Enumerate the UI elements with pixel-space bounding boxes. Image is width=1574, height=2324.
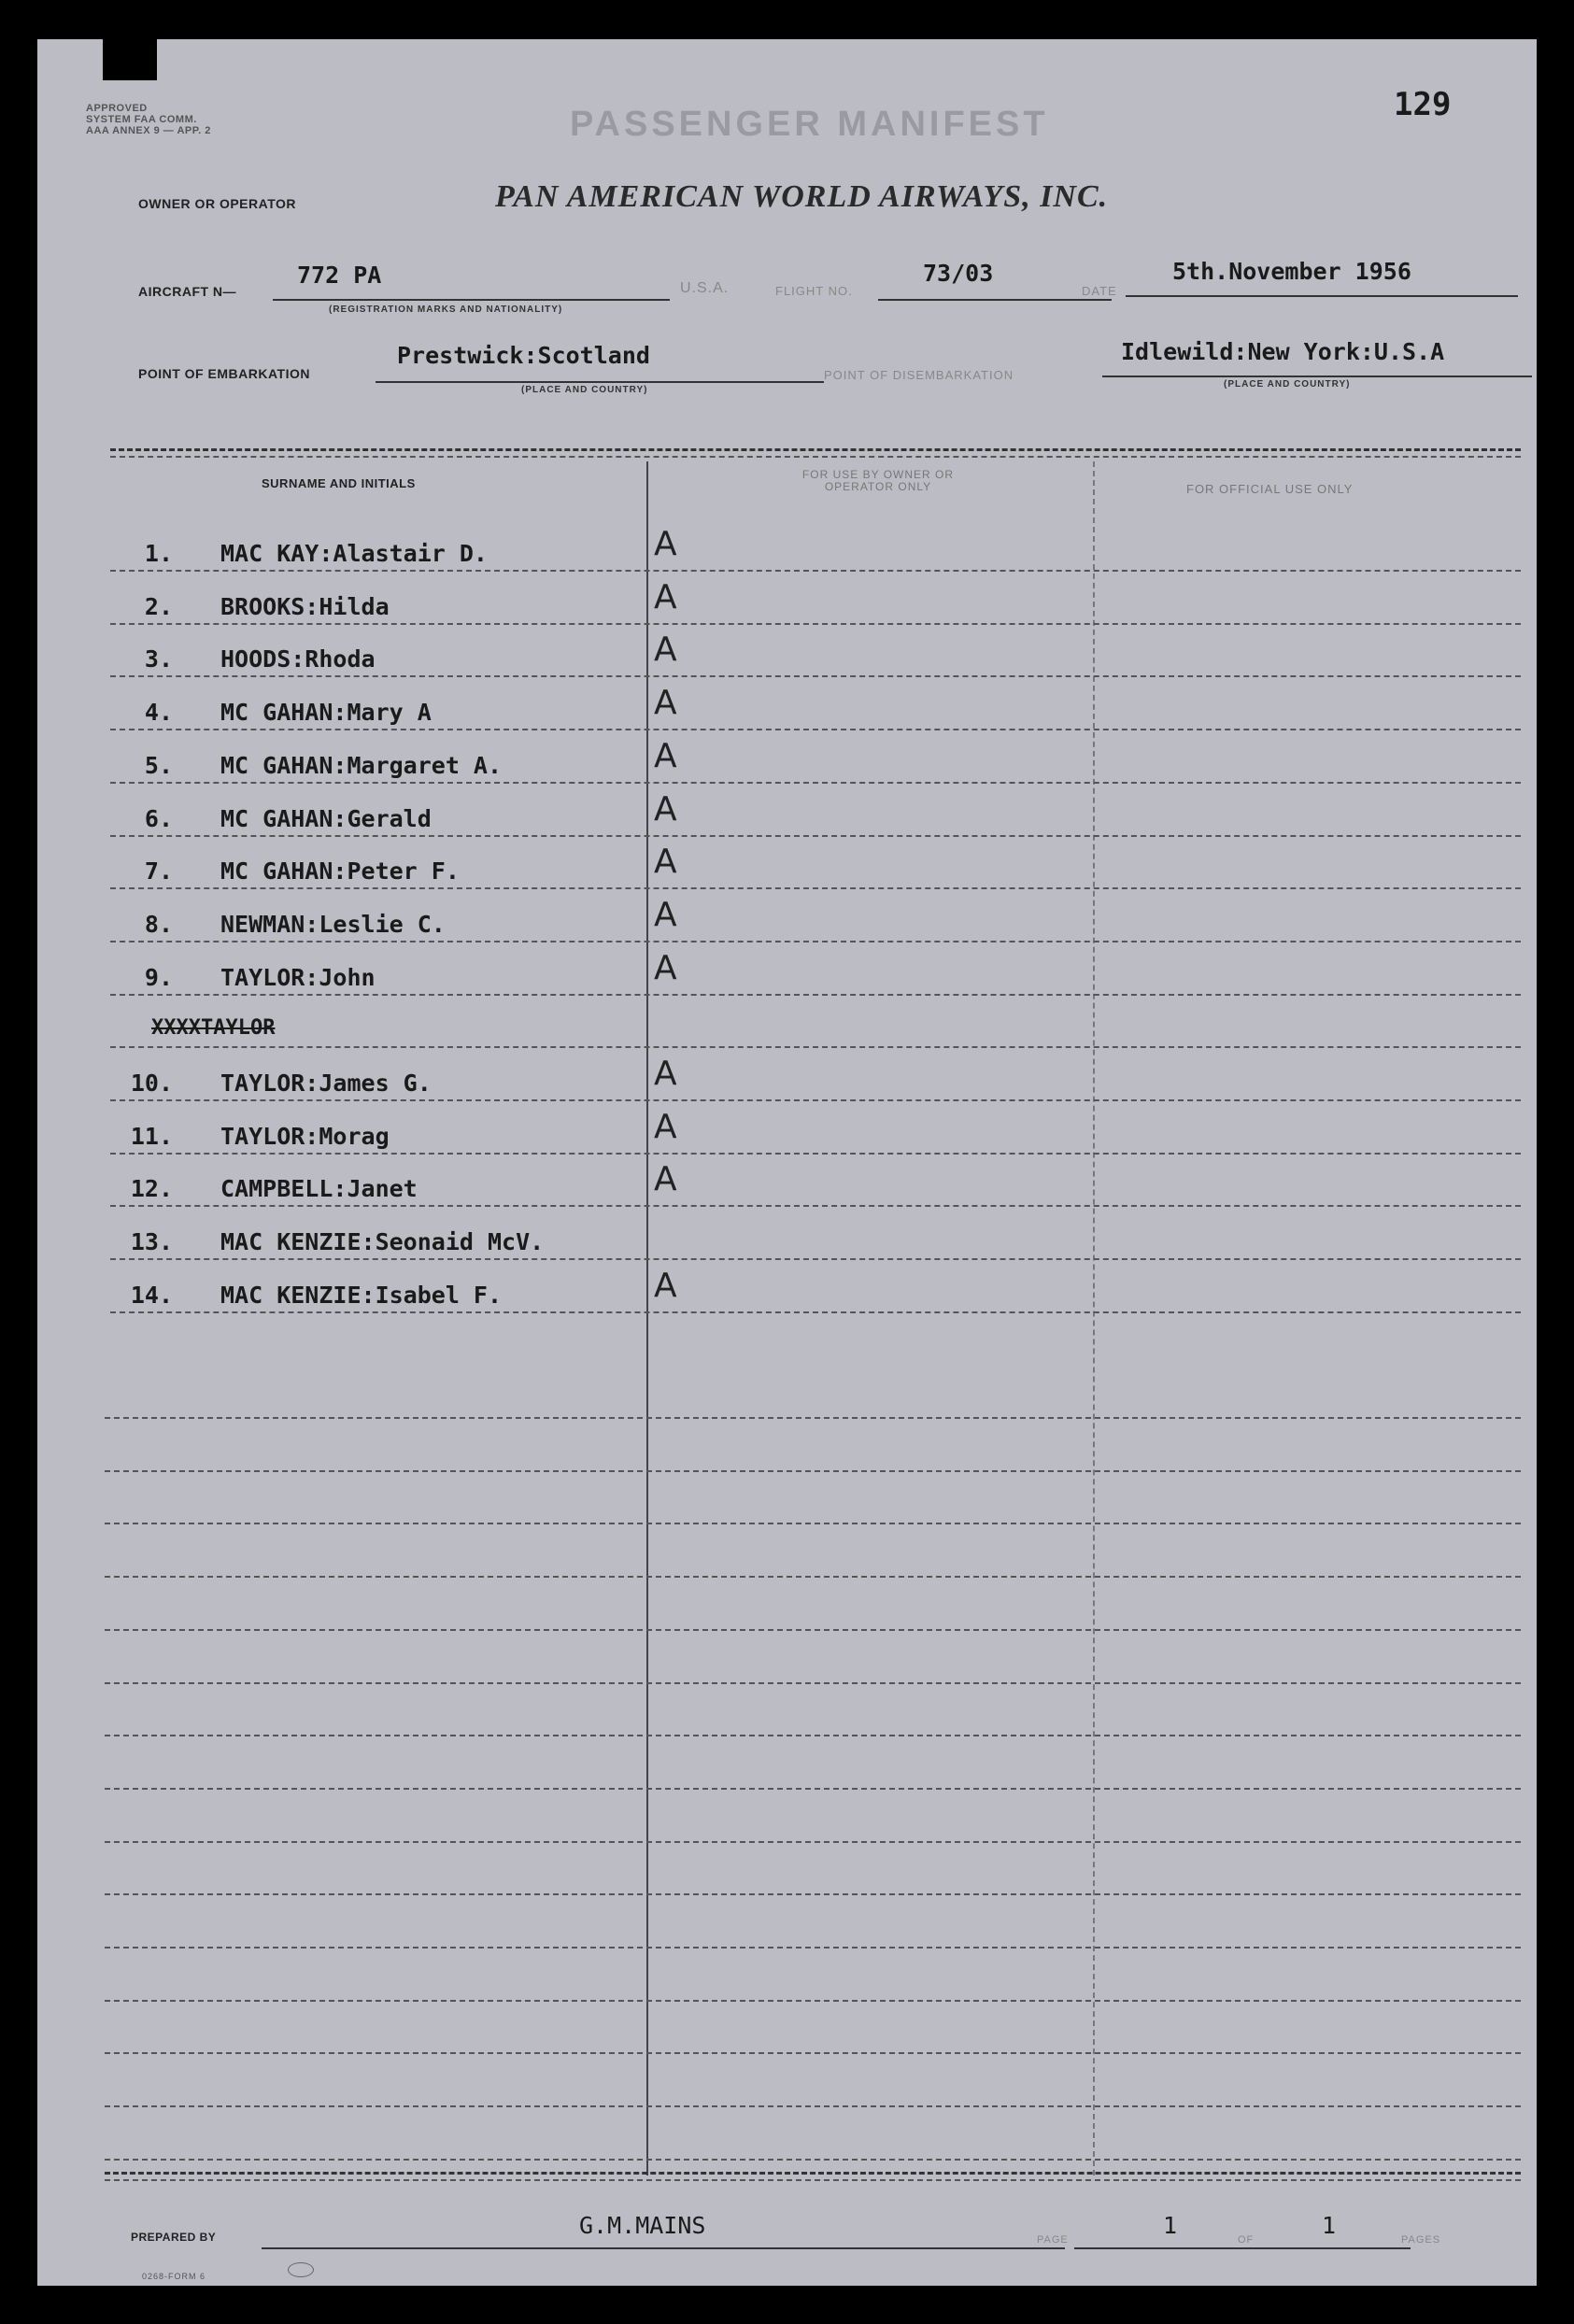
flight-label: FLIGHT NO. — [775, 284, 853, 298]
row-number: 3. — [144, 645, 173, 673]
row-number: 4. — [144, 699, 173, 726]
row-number: 11. — [130, 1123, 173, 1150]
passenger-row — [37, 885, 1537, 937]
passenger-name: TAYLOR:Morag — [220, 1123, 390, 1150]
passenger-row — [37, 514, 1537, 566]
passenger-row — [37, 619, 1537, 672]
passenger-row — [37, 1202, 1537, 1254]
row-number: 9. — [144, 964, 173, 991]
passenger-row — [37, 1255, 1537, 1308]
col-owner-header: FOR USE BY OWNER OR OPERATOR ONLY — [801, 468, 955, 493]
embark-label: POINT OF EMBARKATION — [138, 366, 310, 381]
approved-line: AAA ANNEX 9 — APP. 2 — [86, 125, 211, 136]
operator-mark: A — [654, 843, 677, 881]
row-number: 8. — [144, 911, 173, 938]
printer-seal-icon — [288, 2262, 314, 2277]
owner-label: OWNER OR OPERATOR — [138, 196, 296, 211]
col-surname-header: SURNAME AND INITIALS — [262, 476, 416, 490]
row-number: 14. — [130, 1282, 173, 1309]
blank-rule — [105, 1417, 1521, 1419]
passenger-name: MC GAHAN:Margaret A. — [220, 752, 503, 779]
operator-mark: A — [654, 631, 677, 669]
blank-rule — [105, 2159, 1521, 2161]
blank-rule — [105, 2052, 1521, 2054]
blank-rule — [105, 1735, 1521, 1736]
owner-name: PAN AMERICAN WORLD AIRWAYS, INC. — [495, 179, 1109, 214]
passenger-name: HOODS:Rhoda — [220, 645, 376, 673]
passenger-row — [37, 990, 1537, 1042]
operator-mark: A — [654, 896, 677, 934]
passenger-name: XXXXTAYLOR — [151, 1016, 276, 1040]
row-number: 1. — [144, 540, 173, 567]
passenger-name: MC GAHAN:Mary A — [220, 699, 432, 726]
passenger-name: TAYLOR:James G. — [220, 1070, 432, 1097]
row-number: 13. — [130, 1228, 173, 1255]
prepared-label: PREPARED BY — [131, 2231, 217, 2244]
page-number: 129 — [1394, 86, 1452, 123]
operator-mark: A — [654, 525, 677, 563]
passenger-row — [37, 567, 1537, 619]
passenger-row — [37, 1097, 1537, 1149]
passenger-name: NEWMAN:Leslie C. — [220, 911, 446, 938]
blank-rule — [105, 1629, 1521, 1631]
of-value: 1 — [1322, 2212, 1337, 2239]
page-label: PAGE — [1037, 2234, 1069, 2246]
row-number: 7. — [144, 857, 173, 885]
operator-mark: A — [654, 1055, 677, 1093]
date-label: DATE — [1082, 284, 1117, 298]
prepared-value: G.M.MAINS — [579, 2212, 706, 2239]
row-number: 10. — [130, 1070, 173, 1097]
blank-rule — [105, 1682, 1521, 1684]
disembark-label: POINT OF DISEMBARKATION — [824, 368, 1014, 382]
passenger-row — [37, 673, 1537, 725]
registration-caption: (REGISTRATION MARKS AND NATIONALITY) — [329, 305, 563, 315]
operator-mark: A — [654, 1160, 677, 1198]
place-caption-2: (PLACE AND COUNTRY) — [1224, 379, 1351, 390]
passenger-name: MAC KENZIE:Seonaid McV. — [220, 1228, 545, 1255]
of-label: OF — [1238, 2234, 1255, 2246]
aircraft-value: 772 PA — [297, 262, 382, 289]
passenger-row — [37, 1043, 1537, 1096]
row-rule — [110, 1311, 1521, 1313]
flight-value: 73/03 — [923, 260, 994, 287]
operator-mark: A — [654, 578, 677, 616]
disembark-value: Idlewild:New York:U.S.A — [1121, 338, 1445, 365]
page-value: 1 — [1163, 2212, 1178, 2239]
passenger-row — [37, 831, 1537, 884]
blank-rule — [105, 2000, 1521, 2002]
operator-mark: A — [654, 1267, 677, 1305]
blank-rule — [105, 1788, 1521, 1790]
passenger-name: MAC KENZIE:Isabel F. — [220, 1282, 503, 1309]
pages-label: PAGES — [1401, 2234, 1441, 2246]
blank-rule — [105, 1523, 1521, 1524]
operator-mark: A — [654, 1108, 677, 1146]
passenger-row — [37, 779, 1537, 831]
operator-mark: A — [654, 684, 677, 722]
place-caption: (PLACE AND COUNTRY) — [521, 385, 648, 395]
form-title: PASSENGER MANIFEST — [570, 105, 1049, 144]
row-number: 6. — [144, 805, 173, 832]
row-number: 12. — [130, 1175, 173, 1202]
passenger-row — [37, 726, 1537, 778]
date-value: 5th.November 1956 — [1172, 258, 1411, 285]
approved-line: APPROVED — [86, 103, 148, 114]
binding-tab — [103, 39, 157, 80]
operator-mark: A — [654, 949, 677, 987]
passenger-name: MC GAHAN:Peter F. — [220, 857, 460, 885]
operator-mark: A — [654, 790, 677, 829]
blank-rule — [105, 1576, 1521, 1578]
passenger-row — [37, 1149, 1537, 1201]
blank-rule — [105, 1841, 1521, 1843]
blank-rule — [105, 2105, 1521, 2107]
form-number: 0268-FORM 6 — [142, 2272, 206, 2281]
blank-rule — [105, 1470, 1521, 1472]
approved-line: SYSTEM FAA COMM. — [86, 114, 197, 125]
manifest-sheet — [37, 39, 1537, 2286]
embark-value: Prestwick:Scotland — [397, 342, 650, 369]
row-number: 5. — [144, 752, 173, 779]
passenger-name: CAMPBELL:Janet — [220, 1175, 418, 1202]
passenger-name: TAYLOR:John — [220, 964, 376, 991]
approved-block — [86, 103, 211, 136]
passenger-name: BROOKS:Hilda — [220, 593, 390, 620]
operator-mark: A — [654, 737, 677, 775]
blank-rule — [105, 1947, 1521, 1948]
usa-label: U.S.A. — [680, 280, 730, 296]
row-number: 2. — [144, 593, 173, 620]
passenger-name: MC GAHAN:Gerald — [220, 805, 432, 832]
aircraft-label: AIRCRAFT N— — [138, 284, 237, 299]
passenger-row — [37, 938, 1537, 990]
passenger-name: MAC KAY:Alastair D. — [220, 540, 488, 567]
blank-rule — [105, 1893, 1521, 1895]
col-official-header: FOR OFFICIAL USE ONLY — [1186, 482, 1354, 496]
